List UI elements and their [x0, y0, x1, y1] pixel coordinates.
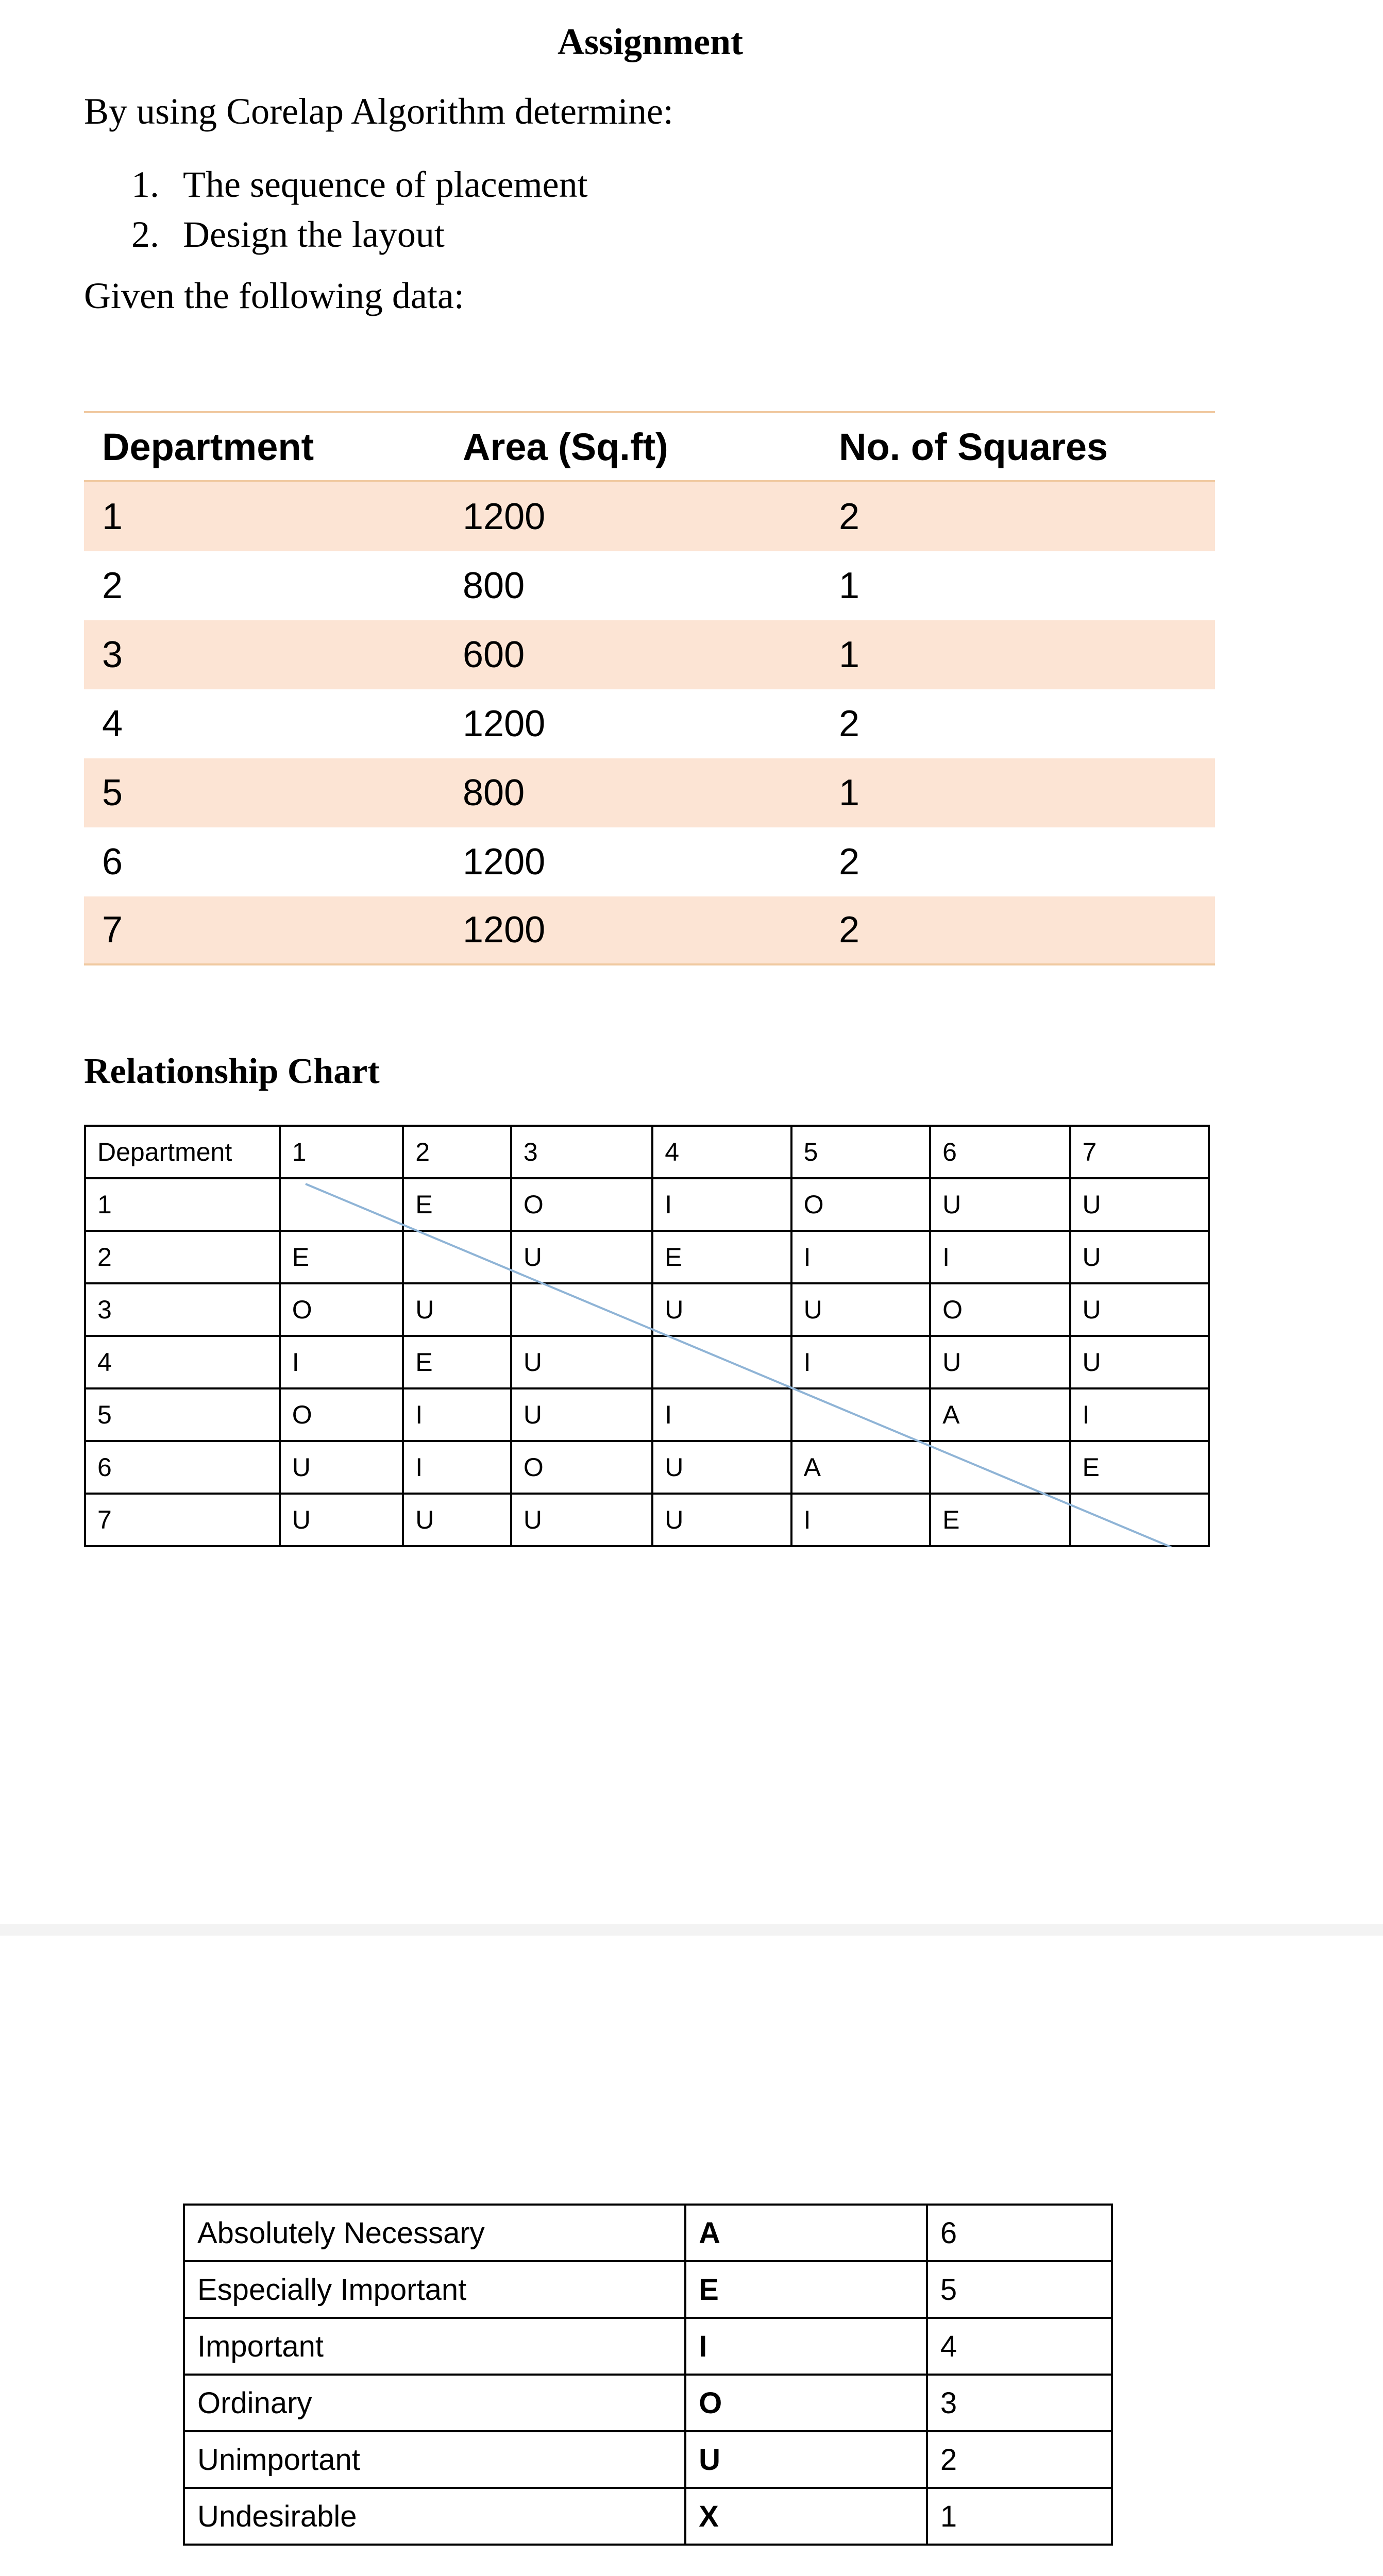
row-department: 7 — [85, 1494, 280, 1546]
task-number: 2. — [131, 214, 159, 255]
relationship-cell: U — [930, 1178, 1070, 1231]
intro-text: By using Corelap Algorithm determine: — [84, 91, 673, 132]
row-department: 4 — [85, 1336, 280, 1388]
relationship-cell: U — [1070, 1336, 1209, 1388]
legend-code: U — [685, 2431, 927, 2488]
legend-row — [184, 2318, 1112, 2375]
relationship-cell: O — [280, 1388, 403, 1441]
relationship-cell: E — [403, 1336, 511, 1388]
relationship-cell: U — [403, 1494, 511, 1546]
header-dept-7: 7 — [1070, 1126, 1209, 1178]
relationship-cell: E — [652, 1231, 791, 1283]
legend-label: Important — [184, 2318, 685, 2375]
relationship-cell: U — [280, 1494, 403, 1546]
task-item — [131, 160, 588, 210]
relationship-cell: I — [791, 1231, 930, 1283]
table-row — [84, 551, 1215, 620]
legend-value: 2 — [927, 2431, 1112, 2488]
relationship-chart — [84, 1125, 1210, 1547]
relationship-cell: U — [1070, 1283, 1209, 1336]
cell-department: 6 — [102, 841, 123, 883]
table-row — [84, 482, 1215, 551]
legend-row — [184, 2375, 1112, 2431]
relationship-cell: I — [280, 1336, 403, 1388]
legend-table — [183, 2204, 1113, 2546]
relationship-cell: O — [280, 1283, 403, 1336]
relationship-cell: A — [930, 1388, 1070, 1441]
legend-label: Undesirable — [184, 2488, 685, 2545]
header-department: Department — [85, 1126, 280, 1178]
document-title: Assignment — [557, 21, 744, 62]
relationship-cell: E — [1070, 1441, 1209, 1494]
relationship-cell: U — [511, 1494, 652, 1546]
cell-area: 1200 — [463, 703, 546, 744]
table-row — [84, 689, 1215, 758]
cell-department: 3 — [102, 634, 123, 675]
row-department: 3 — [85, 1283, 280, 1336]
task-number: 1. — [131, 164, 159, 205]
legend-value: 1 — [927, 2488, 1112, 2545]
legend-row — [184, 2205, 1112, 2261]
relationship-cell: U — [1070, 1231, 1209, 1283]
header-dept-1: 1 — [280, 1126, 403, 1178]
table-row — [84, 896, 1215, 965]
cell-squares: 2 — [839, 496, 860, 537]
relationship-cell: U — [511, 1388, 652, 1441]
relationship-cell: E — [403, 1178, 511, 1231]
cell-department: 2 — [102, 565, 123, 606]
cell-squares: 2 — [839, 703, 860, 744]
cell-department: 4 — [102, 703, 123, 744]
legend-code: O — [685, 2375, 927, 2431]
rating-legend — [183, 2204, 1113, 2544]
relationship-cell: I — [1070, 1388, 1209, 1441]
legend-row — [184, 2431, 1112, 2488]
legend-code: X — [685, 2488, 927, 2545]
department-data-table — [84, 411, 1215, 965]
relationship-cell: U — [511, 1231, 652, 1283]
relationship-cell: U — [652, 1283, 791, 1336]
legend-code: E — [685, 2261, 927, 2318]
cell-squares: 1 — [839, 634, 860, 675]
relationship-chart-title: Relationship Chart — [84, 1052, 380, 1091]
table-row — [84, 827, 1215, 896]
relationship-cell: U — [930, 1336, 1070, 1388]
header-area: Area (Sq.ft) — [463, 425, 668, 468]
legend-label: Especially Important — [184, 2261, 685, 2318]
relationship-cell: I — [403, 1388, 511, 1441]
task-list — [131, 160, 588, 260]
relationship-cell: U — [280, 1441, 403, 1494]
relationship-cell: E — [930, 1494, 1070, 1546]
legend-value: 5 — [927, 2261, 1112, 2318]
cell-area: 1200 — [463, 496, 546, 537]
legend-row — [184, 2488, 1112, 2545]
relationship-cell: I — [403, 1441, 511, 1494]
relationship-cell: U — [511, 1336, 652, 1388]
cell-area: 1200 — [463, 841, 546, 883]
relationship-cell: U — [403, 1283, 511, 1336]
relationship-cell: O — [930, 1283, 1070, 1336]
relationship-cell: I — [791, 1336, 930, 1388]
cell-area: 800 — [463, 565, 525, 606]
relationship-cell: U — [652, 1494, 791, 1546]
relationship-cell: U — [652, 1441, 791, 1494]
legend-row — [184, 2261, 1112, 2318]
relationship-cell: I — [652, 1178, 791, 1231]
legend-code: A — [685, 2205, 927, 2261]
relationship-cell: A — [791, 1441, 930, 1494]
row-department: 6 — [85, 1441, 280, 1494]
cell-department: 7 — [102, 909, 123, 951]
cell-squares: 2 — [839, 909, 860, 951]
relationship-cell: O — [791, 1178, 930, 1231]
table-row — [84, 620, 1215, 689]
diagonal-stroke — [306, 1184, 1171, 1547]
cell-area: 1200 — [463, 909, 546, 951]
task-text: The sequence of placement — [183, 164, 588, 205]
given-text: Given the following data: — [84, 275, 464, 316]
relationship-cell: I — [791, 1494, 930, 1546]
header-department: Department — [102, 425, 314, 468]
cell-department: 5 — [102, 772, 123, 814]
header-dept-3: 3 — [511, 1126, 652, 1178]
relationship-cell: E — [280, 1231, 403, 1283]
header-squares: No. of Squares — [839, 425, 1108, 468]
header-dept-2: 2 — [403, 1126, 511, 1178]
cell-squares: 1 — [839, 772, 860, 814]
cell-area: 600 — [463, 634, 525, 675]
cell-department: 1 — [102, 496, 123, 537]
page-separator — [0, 1924, 1383, 1936]
header-dept-6: 6 — [930, 1126, 1070, 1178]
task-item — [131, 210, 588, 260]
legend-value: 4 — [927, 2318, 1112, 2375]
legend-code: I — [685, 2318, 927, 2375]
task-text: Design the layout — [183, 214, 445, 255]
relationship-cell: U — [791, 1283, 930, 1336]
row-department: 2 — [85, 1231, 280, 1283]
table-header-row — [84, 413, 1215, 482]
header-dept-5: 5 — [791, 1126, 930, 1178]
legend-label: Unimportant — [184, 2431, 685, 2488]
cell-squares: 2 — [839, 841, 860, 883]
cell-squares: 1 — [839, 565, 860, 606]
row-department: 1 — [85, 1178, 280, 1231]
diagonal-line — [84, 1125, 1210, 1547]
relationship-cell: O — [511, 1178, 652, 1231]
legend-label: Ordinary — [184, 2375, 685, 2431]
cell-area: 800 — [463, 772, 525, 814]
relationship-cell: O — [511, 1441, 652, 1494]
relationship-cell: U — [1070, 1178, 1209, 1231]
legend-label: Absolutely Necessary — [184, 2205, 685, 2261]
legend-value: 3 — [927, 2375, 1112, 2431]
header-dept-4: 4 — [652, 1126, 791, 1178]
legend-value: 6 — [927, 2205, 1112, 2261]
table-row — [84, 758, 1215, 827]
relationship-cell: I — [652, 1388, 791, 1441]
relationship-cell: I — [930, 1231, 1070, 1283]
row-department: 5 — [85, 1388, 280, 1441]
